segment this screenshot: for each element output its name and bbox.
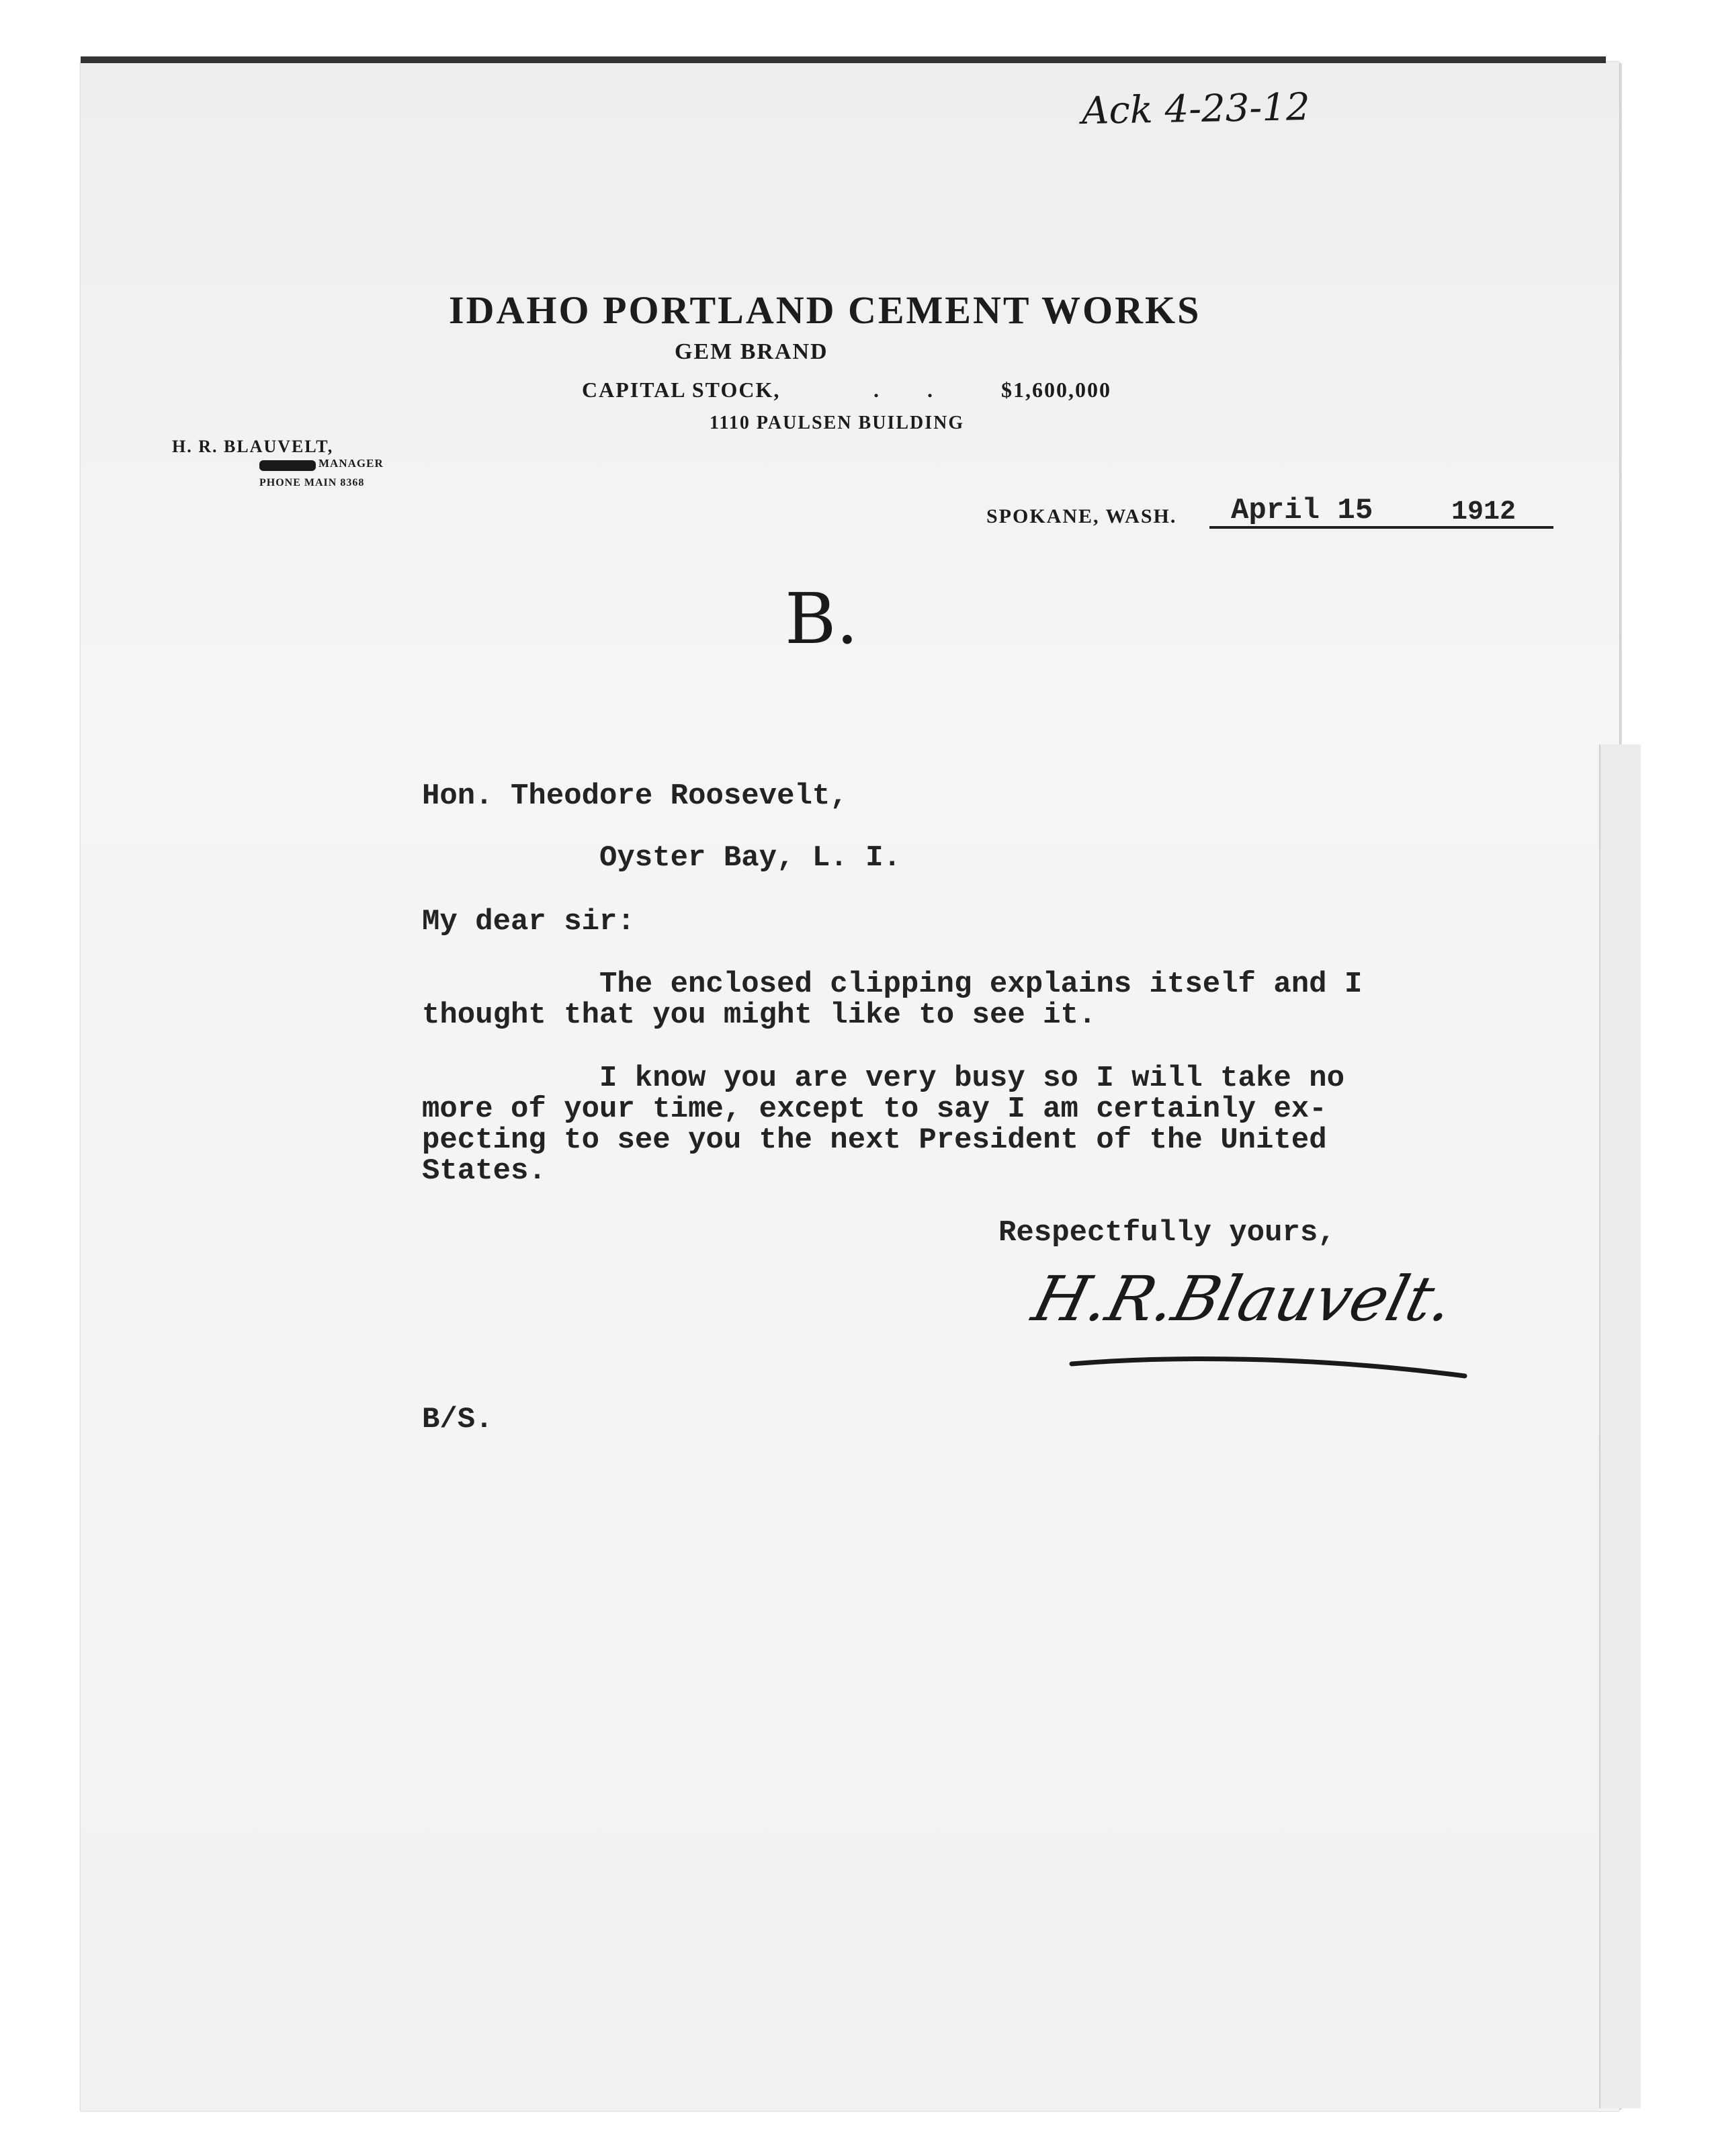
- recipient-address: Oyster Bay, L. I.: [599, 841, 901, 875]
- reference-initials: B/S.: [422, 1403, 493, 1436]
- body-line: I know you are very busy so I will take no: [599, 1062, 1344, 1095]
- body-line: States.: [422, 1154, 546, 1188]
- recipient-name: Hon. Theodore Roosevelt,: [422, 779, 848, 813]
- capital-dots: . .: [873, 378, 934, 402]
- page-top-edge: [81, 56, 1606, 63]
- archive-note: Ack 4-23-12: [1081, 85, 1311, 133]
- company-name: IDAHO PORTLAND CEMENT WORKS: [449, 288, 1201, 332]
- letter-year: 1912: [1451, 497, 1516, 527]
- signature-flourish: [1068, 1350, 1471, 1391]
- handwritten-initial: B.: [785, 578, 859, 660]
- office-address: 1110 PAULSEN BUILDING: [710, 413, 965, 433]
- signature: H.R.Blauvelt.: [1025, 1263, 1461, 1335]
- body-line: more of your time, except to say I am certainly ex-: [422, 1092, 1327, 1126]
- sender-title-redaction: [259, 460, 316, 471]
- sender-phone: PHONE MAIN 8368: [259, 477, 365, 488]
- letter-date: April 15: [1231, 494, 1373, 527]
- salutation: My dear sir:: [422, 905, 635, 939]
- body-line: The enclosed clipping explains itself and I: [599, 967, 1363, 1001]
- capital-label: CAPITAL STOCK,: [582, 378, 781, 402]
- brand-line: GEM BRAND: [675, 339, 828, 364]
- dateline-place: SPOKANE, WASH.: [986, 505, 1177, 527]
- body-line: thought that you might like to see it.: [422, 998, 1097, 1032]
- closing: Respectfully yours,: [998, 1216, 1336, 1250]
- body-line: pecting to see you the next President of the United: [422, 1123, 1327, 1157]
- sender-name: H. R. BLAUVELT,: [172, 437, 334, 456]
- capital-value: $1,600,000: [1001, 378, 1111, 402]
- underlying-sheet-edge: [1599, 744, 1641, 2108]
- sender-title: MANAGER: [318, 457, 384, 470]
